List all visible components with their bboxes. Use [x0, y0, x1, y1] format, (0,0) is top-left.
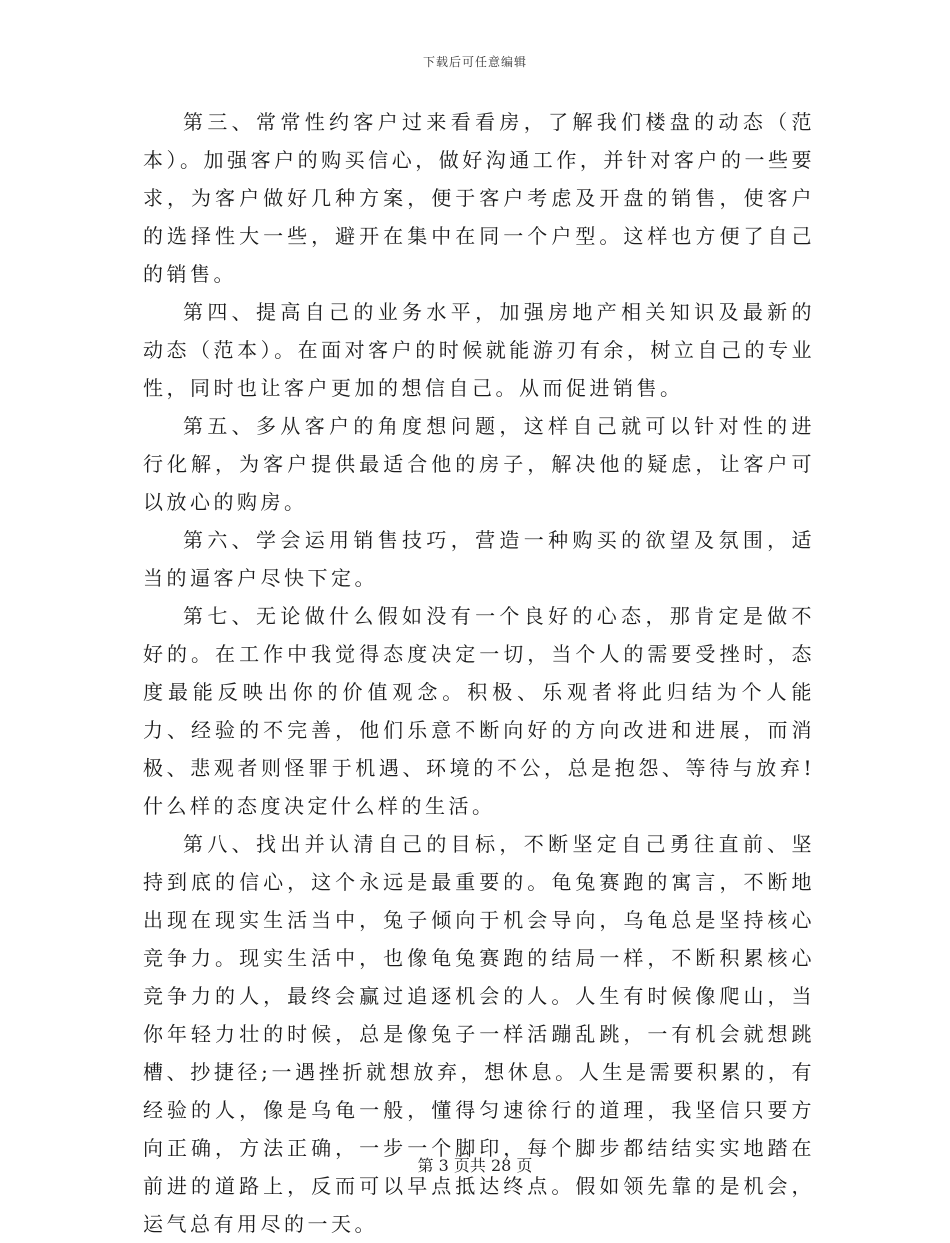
paragraph-eighth-point: 第八、找出并认清自己的目标，不断坚定自己勇往直前、坚持到底的信心，这个永远是最重要的。龟兔赛跑的寓言，不断地出现在现实生活当中，兔子倾向于机会导向，乌龟总是坚持核心竞争力。现实生活中，也像龟兔赛跑的结局一样，不断积累核心竞争力的人，最终会赢过追逐机会的人。人生有时候像爬山，当你年轻力壮的时候，总是像兔子一样活蹦乱跳，一有机会就想跳槽、抄捷径;一遇挫折就想放弃，想休息。人生是需要积累的，有经验的人，像是乌龟一般，懂得匀速徐行的道理，我坚信只要方向正确，方法正确，一步一个脚印，每个脚步都结结实实地踏在前进的道路上，反而可以早点抵达终点。假如领先靠的是机会，运气总有用尽的一天。 [143, 832, 815, 1236]
page-header-note: 下载后可任意编辑 [422, 55, 527, 69]
paragraph-fifth-point: 第五、多从客户的角度想问题，这样自己就可以针对性的进行化解，为客户提供最适合他的房子，解决他的疑虑，让客户可以放心的购房。 [143, 414, 815, 514]
paragraph-sixth-point: 第六、学会运用销售技巧，营造一种购买的欲望及氛围，适当的逼客户尽快下定。 [143, 528, 815, 590]
paragraph-fourth-point: 第四、提高自己的业务水平，加强房地产相关知识及最新的动态（范本）。在面对客户的时候就能游刃有余，树立自己的专业性，同时也让客户更加的想信自己。从而促进销售。 [143, 300, 815, 400]
document-body [143, 103, 815, 1243]
paragraph-third-point: 第三、常常性约客户过来看看房，了解我们楼盘的动态（范本）。加强客户的购买信心，做好沟通工作，并针对客户的一些要求，为客户做好几种方案，便于客户考虑及开盘的销售，使客户的选择性大一些，避开在集中在同一个户型。这样也方便了自己的销售。 [143, 110, 815, 286]
page-number-footer: 第 3 页共 28 页 [417, 1156, 533, 1175]
paragraph-seventh-point: 第七、无论做什么假如没有一个良好的心态，那肯定是做不好的。在工作中我觉得态度决定一切，当个人的需要受挫时，态度最能反映出你的价值观念。积极、乐观者将此归结为个人能力、经验的不完善，他们乐意不断向好的方向改进和进展，而消极、悲观者则怪罪于机遇、环境的不公，总是抱怨、等待与放弃!什么样的态度决定什么样的生活。 [143, 604, 815, 818]
